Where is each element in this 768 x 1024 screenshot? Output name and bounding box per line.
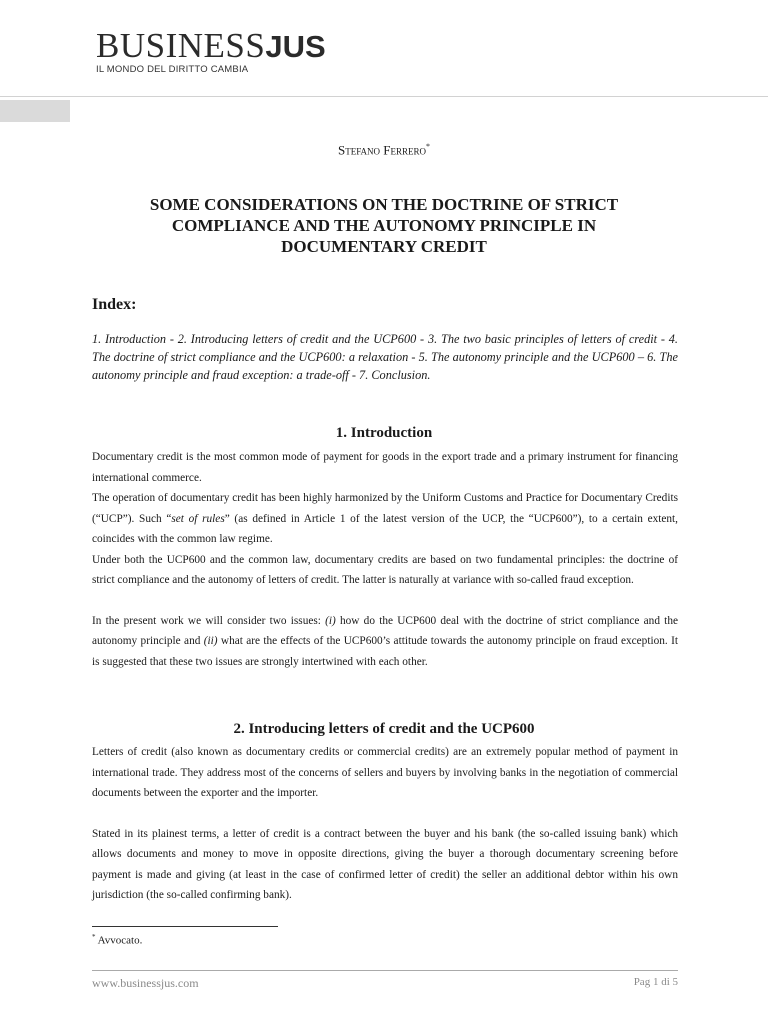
section-1-paragraph-4: In the present work we will consider two issues: (i) how do the UCP600 deal with the doctrine of strict compliance and the autonomy principle and (ii) what are the effects of the UCP600’s attitude towards the autonomy principle on fraud exception. It is suggested that these two issues are strongly intertwined with each other.	[92, 614, 678, 668]
footnote: * Avvocato.	[92, 933, 143, 947]
section-1-paragraph-1: Documentary credit is the most common mode of payment for goods in the export trade and a primary instrument for financing international commerce.	[92, 451, 678, 484]
section-1-heading: 1. Introduction	[335, 425, 433, 441]
header-accent-block	[0, 100, 70, 122]
section-2-body	[92, 742, 678, 906]
index-heading: Index:	[92, 296, 137, 313]
section-2-heading: 2. Introducing letters of credit and the UCP600	[233, 721, 535, 737]
section-1-paragraph-3: Under both the UCP600 and the common law, documentary credits are based on two fundamental principles: the doctrine of strict compliance and the autonomy of letters of credit. The latter is naturally at variance with so-called fraud exception.	[92, 553, 678, 586]
header-divider	[0, 96, 768, 97]
footer-website-link[interactable]: www.businessjus.com	[92, 976, 199, 990]
section-2-paragraph-2: Stated in its plainest terms, a letter of credit is a contract between the buyer and his bank (the so-called issuing bank) which allows documents and money to move in opposite directions, giving the buyer a thorough documentary screening before payment is made and giving (at least in the case of confirmed letter of credit) the seller an additional debtor within his own jurisdiction (the so-called confirming bank).	[92, 827, 678, 901]
section-1-body	[92, 447, 678, 672]
section-1-paragraph-2: The operation of documentary credit has been highly harmonized by the Uniform Customs and Practice for Documentary Credits (“UCP”). Such “set of rules” (as defined in Article 1 of the latest version of the UCP, the “UCP600”), to a certain extent, coincides with the common law regime.	[92, 492, 678, 545]
logo-tagline: IL MONDO DEL DIRITTO CAMBIA	[96, 64, 249, 75]
section-2-paragraph-1: Letters of credit (also known as documentary credits or commercial credits) are an extremely popular method of payment in international trade. They address most of the concerns of sellers and buyers by involving banks in the negotiation of commercial documents between the exporter and the importer.	[92, 746, 678, 799]
footer-page-number: Pag 1 di 5	[633, 976, 678, 988]
logo-wordmark: BUSINESSJUS	[96, 26, 326, 65]
footer-divider	[92, 970, 678, 971]
author-line	[0, 142, 768, 158]
author-footnote-mark: *	[426, 142, 431, 151]
author-name: Stefano Ferrero	[337, 142, 427, 158]
footnote-divider	[92, 926, 278, 927]
businessjus-logo	[96, 28, 436, 75]
document-title: SOME CONSIDERATIONS ON THE DOCTRINE OF STRICT COMPLIANCE AND THE AUTONOMY PRINCIPLE IN DOCUMENTARY CREDIT	[149, 195, 619, 256]
index-text: 1. Introduction - 2. Introducing letters of credit and the UCP600 - 3. The two basic principles of letters of credit - 4. The doctrine of strict compliance and the UCP600: a relaxation - 5. The autonomy principle and the UCP600 – 6. The autonomy principle and fraud exception: a trade-off - 7. Conclusion.	[92, 332, 678, 382]
